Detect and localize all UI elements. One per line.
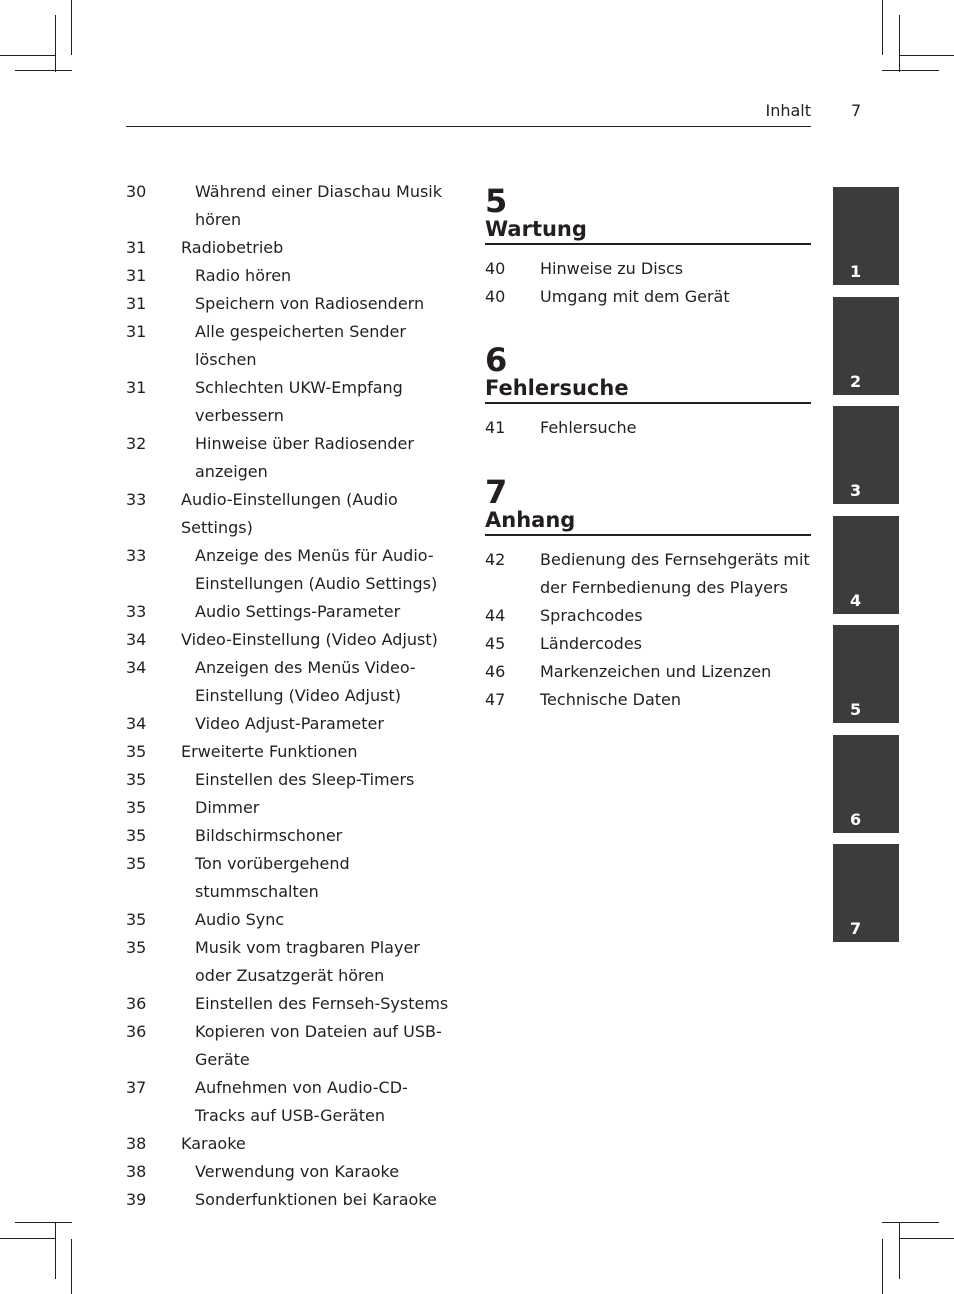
toc-page-number: 45 — [485, 634, 506, 653]
toc-entry-text: Sonderfunktionen bei Karaoke — [195, 1190, 437, 1209]
chapter-tab-6[interactable] — [833, 735, 899, 833]
section-title: Fehlersuche — [485, 376, 629, 400]
toc-entry[interactable] — [126, 738, 456, 766]
toc-entry[interactable] — [126, 374, 456, 430]
toc-entry[interactable] — [485, 414, 811, 442]
section-rule — [485, 243, 811, 245]
section-items — [485, 255, 811, 311]
toc-entry[interactable] — [126, 430, 456, 486]
toc-page-number: 34 — [126, 630, 147, 649]
chapter-tab-2[interactable] — [833, 297, 899, 395]
toc-entry[interactable] — [126, 934, 456, 990]
toc-entry[interactable] — [126, 710, 456, 738]
section-number: 5 — [485, 182, 508, 220]
toc-page-number: 33 — [126, 546, 147, 565]
toc-entry[interactable] — [126, 178, 456, 234]
toc-entry-text: Radio hören — [195, 266, 292, 285]
chapter-tab-1[interactable] — [833, 187, 899, 285]
toc-entry-text: Sprachcodes — [540, 606, 643, 625]
chapter-tab-label: 7 — [850, 919, 862, 938]
section-items — [485, 414, 811, 442]
toc-page-number: 35 — [126, 770, 147, 789]
crop-mark — [0, 1238, 55, 1239]
toc-page-number: 37 — [126, 1078, 147, 1097]
toc-entry[interactable] — [126, 906, 456, 934]
toc-entry[interactable] — [485, 686, 811, 714]
toc-page-number: 33 — [126, 490, 147, 509]
toc-page-number: 31 — [126, 378, 147, 397]
toc-entry-text: Video-Einstellung (Video Adjust) — [181, 630, 438, 649]
toc-entry-text: Ton vorübergehend stummschalten — [195, 854, 350, 901]
toc-entry-text: Ländercodes — [540, 634, 643, 653]
toc-entry[interactable] — [126, 822, 456, 850]
chapter-tab-label: 2 — [850, 372, 862, 391]
toc-entry[interactable] — [485, 630, 811, 658]
toc-entry-text: Einstellen des Sleep-Timers — [195, 770, 415, 789]
toc-page-number: 32 — [126, 434, 147, 453]
crop-mark — [882, 1239, 883, 1294]
toc-page-number: 47 — [485, 690, 506, 709]
toc-entry[interactable] — [126, 794, 456, 822]
toc-entry-text: Radiobetrieb — [181, 238, 284, 257]
toc-entry-text: Markenzeichen und Lizenzen — [540, 662, 772, 681]
toc-entry-text: Audio Settings-Parameter — [195, 602, 401, 621]
crop-mark — [55, 15, 56, 72]
chapter-tab-label: 5 — [850, 700, 862, 719]
toc-entry[interactable] — [126, 1158, 456, 1186]
toc-entry[interactable] — [126, 766, 456, 794]
toc-entry[interactable] — [126, 850, 456, 906]
page-number: 7 — [851, 101, 862, 120]
toc-entry[interactable] — [485, 658, 811, 686]
chapter-tab-label: 6 — [850, 810, 862, 829]
toc-entry[interactable] — [126, 990, 456, 1018]
toc-entry[interactable] — [126, 486, 456, 542]
toc-page-number: 34 — [126, 658, 147, 677]
toc-entry[interactable] — [126, 262, 456, 290]
toc-entry-text: Musik vom tragbaren Player oder Zusatzgerät hören — [195, 938, 420, 985]
toc-entry[interactable] — [485, 255, 811, 283]
toc-entry[interactable] — [126, 1130, 456, 1158]
toc-entry-text: Schlechten UKW-Empfang verbessern — [195, 378, 403, 425]
toc-section-wartung — [485, 182, 811, 311]
toc-entry-text: Hinweise über Radiosender anzeigen — [195, 434, 414, 481]
toc-entry[interactable] — [126, 290, 456, 318]
toc-page-number: 38 — [126, 1134, 147, 1153]
toc-page-number: 35 — [126, 826, 147, 845]
chapter-tab-label: 4 — [850, 591, 862, 610]
toc-page-number: 36 — [126, 1022, 147, 1041]
toc-entry[interactable] — [126, 318, 456, 374]
toc-entry-text: Hinweise zu Discs — [540, 259, 684, 278]
toc-entry-text: Dimmer — [195, 798, 260, 817]
toc-entry[interactable] — [485, 283, 811, 311]
section-number: 7 — [485, 473, 508, 511]
toc-page-number: 38 — [126, 1162, 147, 1181]
toc-entry[interactable] — [126, 1186, 456, 1214]
toc-page-number: 46 — [485, 662, 506, 681]
chapter-tab-label: 1 — [850, 262, 862, 281]
toc-page-number: 35 — [126, 854, 147, 873]
toc-entry-text: Einstellen des Fernseh-Systems — [195, 994, 449, 1013]
toc-entry-text: Bildschirmschoner — [195, 826, 343, 845]
section-rule — [485, 402, 811, 404]
toc-page-number: 39 — [126, 1190, 147, 1209]
running-header-title: Inhalt — [765, 101, 811, 120]
chapter-tab-4[interactable] — [833, 516, 899, 614]
chapter-tab-5[interactable] — [833, 625, 899, 723]
toc-entry-text: Karaoke — [181, 1134, 246, 1153]
section-rule — [485, 534, 811, 536]
crop-mark — [71, 1239, 72, 1294]
toc-entry-text: Video Adjust-Parameter — [195, 714, 384, 733]
toc-entry-text: Fehlersuche — [540, 418, 637, 437]
section-items — [485, 546, 811, 714]
toc-entry-text: Erweiterte Funktionen — [181, 742, 358, 761]
crop-mark — [71, 0, 72, 55]
crop-mark — [899, 55, 954, 56]
toc-page-number: 31 — [126, 294, 147, 313]
toc-page-number: 44 — [485, 606, 506, 625]
chapter-tab-3[interactable] — [833, 406, 899, 504]
toc-entry[interactable] — [126, 626, 456, 654]
toc-entry-text: Kopieren von Dateien auf USB-Geräte — [195, 1022, 442, 1069]
chapter-tab-label: 3 — [850, 481, 862, 500]
toc-entry-text: Umgang mit dem Gerät — [540, 287, 730, 306]
toc-entry[interactable] — [126, 234, 456, 262]
toc-page-number: 33 — [126, 602, 147, 621]
toc-entry-text: Anzeigen des Menüs Video-Einstellung (Video Adjust) — [195, 658, 416, 705]
crop-mark — [882, 70, 939, 71]
toc-entry[interactable] — [485, 602, 811, 630]
toc-entry[interactable] — [126, 1074, 456, 1130]
toc-page-number: 31 — [126, 266, 147, 285]
crop-mark — [899, 1238, 954, 1239]
crop-mark — [0, 55, 55, 56]
section-title: Anhang — [485, 508, 576, 532]
toc-page-number: 34 — [126, 714, 147, 733]
section-title: Wartung — [485, 217, 587, 241]
toc-entry-text: Technische Daten — [540, 690, 682, 709]
toc-page-number: 31 — [126, 322, 147, 341]
toc-entry-text: Während einer Diaschau Musik hören — [195, 182, 442, 229]
crop-mark — [899, 15, 900, 72]
crop-mark — [882, 0, 883, 55]
toc-page-number: 42 — [485, 550, 506, 569]
toc-entry[interactable] — [126, 1018, 456, 1074]
toc-entry[interactable] — [485, 546, 811, 602]
toc-page-number: 40 — [485, 259, 506, 278]
toc-entry-text: Audio-Einstellungen (Audio Settings) — [181, 490, 398, 537]
toc-page-number: 40 — [485, 287, 506, 306]
toc-page-number: 30 — [126, 182, 147, 201]
toc-left-column — [126, 178, 456, 1214]
toc-section-anhang — [485, 473, 811, 714]
crop-mark — [882, 1222, 939, 1223]
toc-page-number: 36 — [126, 994, 147, 1013]
toc-entry[interactable] — [126, 654, 456, 710]
chapter-tab-7[interactable] — [833, 844, 899, 942]
toc-page-number: 35 — [126, 910, 147, 929]
toc-entry-text: Speichern von Radiosendern — [195, 294, 425, 313]
crop-mark — [15, 70, 72, 71]
toc-entry-text: Bedienung des Fernsehgeräts mit der Fernbedienung des Players — [540, 550, 810, 597]
toc-entry-text: Anzeige des Menüs für Audio-Einstellungen (Audio Settings) — [195, 546, 438, 593]
toc-page-number: 31 — [126, 238, 147, 257]
crop-mark — [55, 1222, 56, 1279]
toc-entry[interactable] — [126, 598, 456, 626]
toc-entry-text: Alle gespeicherten Sender löschen — [195, 322, 406, 369]
crop-mark — [899, 1222, 900, 1279]
toc-page-number: 35 — [126, 798, 147, 817]
toc-entry-text: Aufnehmen von Audio-CD-Tracks auf USB-Geräten — [195, 1078, 408, 1125]
toc-page-number: 35 — [126, 742, 147, 761]
toc-entry-text: Verwendung von Karaoke — [195, 1162, 400, 1181]
toc-section-fehlersuche — [485, 341, 811, 442]
toc-entry[interactable] — [126, 542, 456, 598]
crop-mark — [15, 1222, 72, 1223]
header-rule — [126, 126, 811, 127]
section-number: 6 — [485, 341, 508, 379]
toc-page-number: 41 — [485, 418, 506, 437]
toc-page-number: 35 — [126, 938, 147, 957]
toc-entry-text: Audio Sync — [195, 910, 285, 929]
